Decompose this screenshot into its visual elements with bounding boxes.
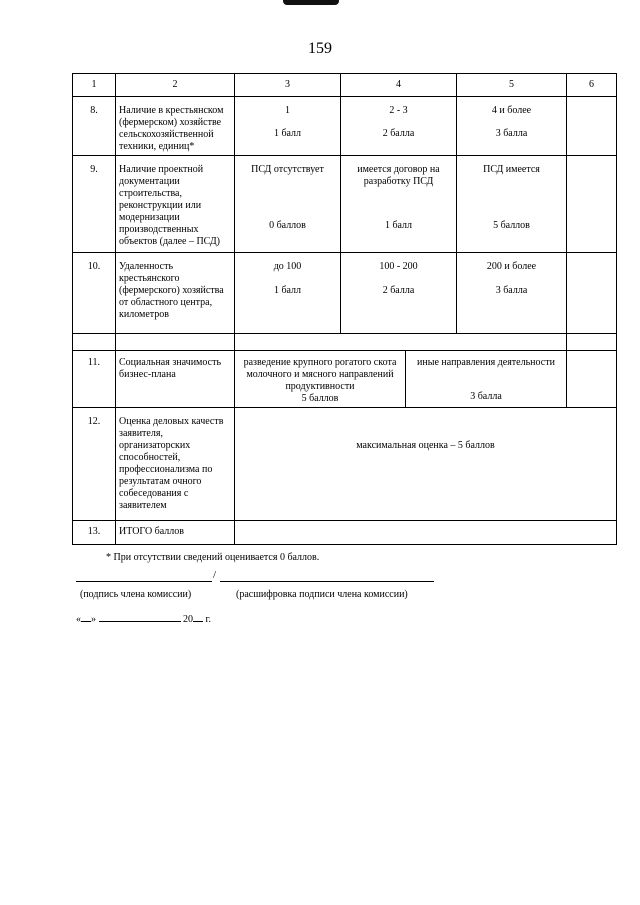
signature-line: [76, 581, 212, 582]
option-score: 5 баллов: [301, 393, 339, 404]
table-row-9: [73, 156, 617, 253]
criterion-cell: Наличие в крестьянском (фермерском) хозяйстве сельскохозяйственной техники, единиц*: [116, 97, 235, 156]
table-row-10: [73, 253, 617, 334]
table-row-13: [73, 521, 617, 545]
day-blank: [81, 613, 91, 622]
option-score: 1 балл: [384, 220, 413, 231]
row-number: 10.: [73, 253, 116, 334]
row-number: 12.: [73, 408, 116, 521]
year-suffix: г.: [205, 614, 211, 625]
header-cell-2: 2: [116, 74, 235, 97]
header-cell-5: 5: [457, 74, 567, 97]
empty-cell-col6: [567, 253, 617, 334]
separator-cell: [116, 334, 235, 351]
criterion-cell: Удаленность крестьянского (фермерского) хозяйства от областного центра, километров: [116, 253, 235, 334]
option-value: 4 и более: [491, 105, 532, 116]
option-score: 1 балл: [273, 128, 302, 139]
option-score: 3 балла: [495, 128, 528, 139]
criterion-cell: Оценка деловых качеств заявителя, организаторских способностей, профессионализма по результатам очного собеседования с заявителем: [116, 408, 235, 521]
option-cell-col4: [341, 97, 457, 156]
table-row-12: [73, 408, 617, 521]
row-number: 8.: [73, 97, 116, 156]
option-score: 0 баллов: [269, 220, 306, 231]
option-value: 2 - 3: [389, 105, 408, 116]
criterion-cell: Наличие проектной документации строительства, реконструкции или модернизации производственных объектов (далее – ПСД): [116, 156, 235, 253]
month-blank: [99, 613, 181, 622]
row-number: 13.: [73, 521, 116, 545]
option-cell-col3: [235, 97, 341, 156]
scoring-table: [72, 73, 617, 545]
header-cell-1: 1: [73, 74, 116, 97]
criterion-cell: ИТОГО баллов: [116, 521, 235, 545]
empty-cell-col6: [567, 97, 617, 156]
signature-decode-line: [220, 581, 434, 582]
footnote: * При отсутствии сведений оценивается 0 баллов.: [106, 552, 320, 563]
option-value: ПСД отсутствует: [251, 164, 324, 175]
row-number: 11.: [73, 351, 116, 408]
separator-cell: [73, 334, 116, 351]
signature-decode-caption: (расшифровка подписи члена комиссии): [236, 589, 408, 600]
option-score: 3 балла: [470, 391, 502, 402]
table-header-row: [73, 74, 617, 97]
option-value: иные направления деятельности: [417, 357, 555, 368]
option-value: разведение крупного рогатого скота молочного и мясного направлений продуктивности: [243, 357, 397, 392]
signature-caption: (подпись члена комиссии): [80, 589, 192, 600]
header-cell-4: 4: [341, 74, 457, 97]
option-value: 200 и более: [486, 261, 537, 272]
option-value: ПСД имеется: [483, 164, 540, 175]
year-prefix: 20: [183, 614, 193, 625]
separator-cell: [567, 334, 617, 351]
signature-slash: /: [213, 569, 217, 581]
option-cell-cattle: [235, 351, 406, 408]
criterion-cell: Социальная значимость бизнес-плана: [116, 351, 235, 408]
separator-cell: [235, 334, 567, 351]
scan-artifact-mark: [283, 0, 339, 5]
option-cell-col4: [341, 156, 457, 253]
option-cell-col3: [235, 156, 341, 253]
year-blank: [193, 613, 203, 622]
empty-cell-col6: [567, 351, 617, 408]
option-score: 1 балл: [273, 285, 302, 296]
header-cell-6: 6: [567, 74, 617, 97]
option-value: имеется договор на разработку ПСД: [357, 164, 440, 187]
option-score: 2 балла: [382, 128, 415, 139]
option-cell-col3: [235, 253, 341, 334]
option-cell-col4: [341, 253, 457, 334]
row-number: 9.: [73, 156, 116, 253]
option-cell-col5: [457, 156, 567, 253]
option-score: 5 баллов: [493, 220, 530, 231]
merged-score-cell: максимальная оценка – 5 баллов: [235, 408, 617, 521]
option-score: 3 балла: [495, 285, 528, 296]
option-value: 100 - 200: [379, 261, 418, 272]
date-open-quote: «: [76, 614, 81, 625]
empty-cell-col6: [567, 156, 617, 253]
option-cell-col5: [457, 253, 567, 334]
option-cell-col5: [457, 97, 567, 156]
date-line: [76, 613, 211, 625]
option-score: 2 балла: [382, 285, 415, 296]
row-separator: [73, 334, 617, 351]
option-cell-other: [406, 351, 567, 408]
option-value: 1: [285, 105, 290, 116]
table-row-8: [73, 97, 617, 156]
table-row-11: [73, 351, 617, 408]
total-value-cell: [235, 521, 617, 545]
option-value: до 100: [273, 261, 302, 272]
header-cell-3: 3: [235, 74, 341, 97]
date-close-quote: »: [91, 614, 96, 625]
page-number: 159: [308, 40, 332, 57]
